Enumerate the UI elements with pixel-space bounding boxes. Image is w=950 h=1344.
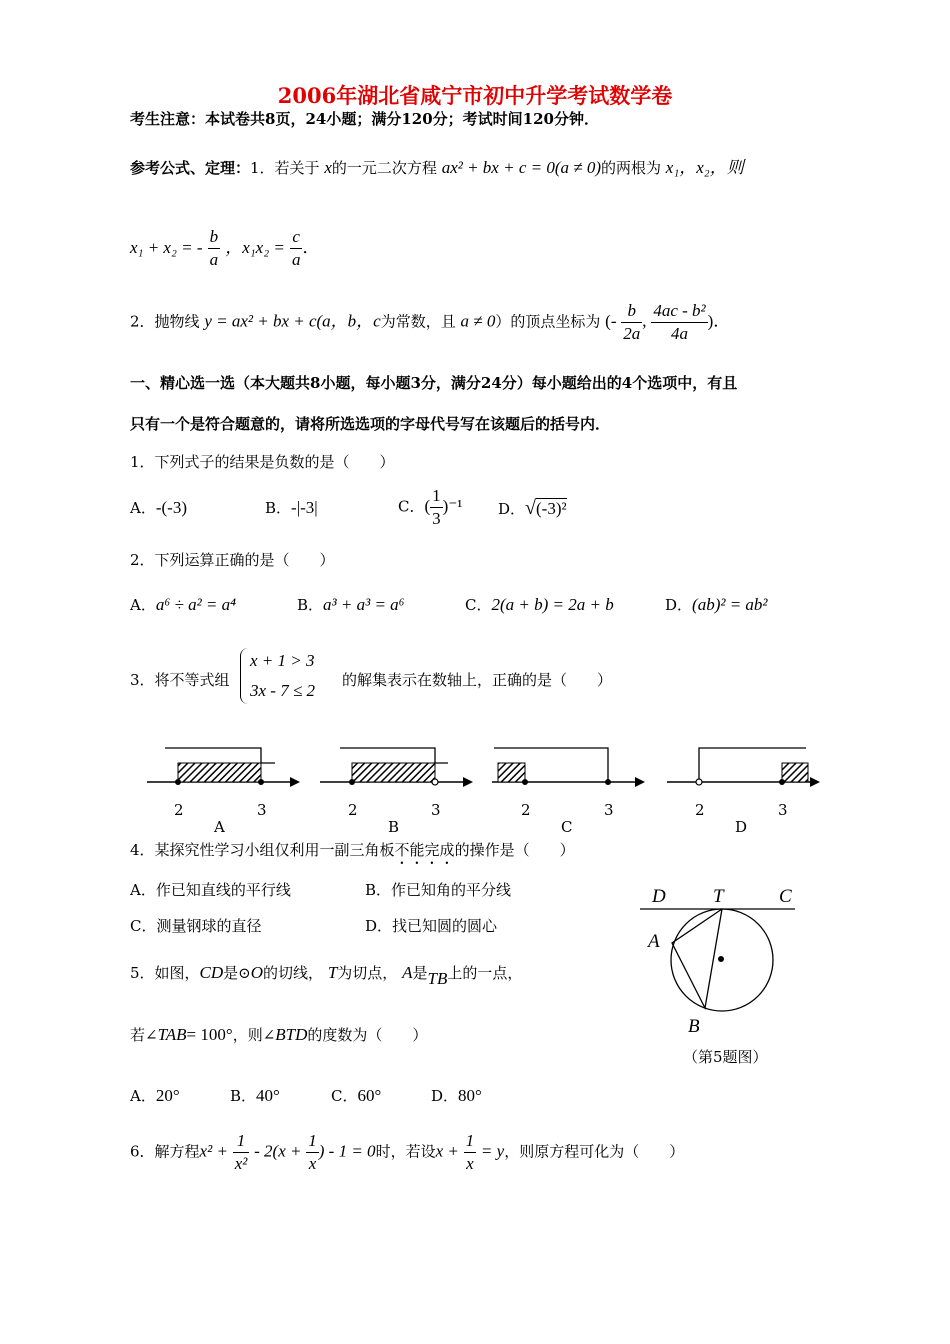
formula-1-var: x	[324, 158, 332, 177]
formula-1-roots: x₁，x₂，则	[665, 158, 744, 177]
q4-emphasis: 不能完成	[394, 841, 455, 859]
q4-option-d: D．找已知圆的圆心	[365, 917, 498, 935]
q4-stem: 4．某探究性学习小组仅利用一副三角板不能完成的操作是（ ）	[130, 841, 575, 859]
formula-1-tail: 的两根为	[601, 159, 662, 177]
q3-tick-2-a: 2	[174, 801, 184, 819]
q3-tick-3-a: 3	[257, 801, 267, 819]
q6-fraction-2: $\frac{1}{x}$	[308, 1131, 317, 1173]
vertex-y-fraction: $\frac{\text{4ac - b²}}{4a}$	[653, 301, 706, 343]
number-line-d	[667, 748, 820, 787]
q5-figure-caption: （第5题图）	[683, 1048, 768, 1066]
vertex-comma: ,	[642, 311, 647, 331]
q6-fraction-1: $\frac{1}{\text{x²}}$	[234, 1131, 248, 1173]
q3-label-a: A	[214, 818, 225, 836]
q5-line-2: 若∠TAB= 100°，则∠BTD的度数为（ ）	[130, 1025, 428, 1044]
q3-number-lines	[130, 735, 830, 835]
q5-option-b: B．40°	[230, 1086, 280, 1105]
q2-option-c: C．2(a + b) = 2a + b	[465, 595, 614, 614]
q3-label-b: B	[388, 818, 400, 836]
q3-tail: 的解集表示在数轴上，正确的是（ ）	[342, 671, 613, 689]
vieta-end: ．	[302, 238, 320, 257]
vieta-prod-lhs: ，x₁x₂ =	[225, 238, 285, 257]
fig-label-b: B	[688, 1016, 700, 1037]
notice-text: 本试卷共8页，24小题；满分120分；考试时间120分钟．	[205, 110, 599, 128]
page-title: 2006年湖北省咸宁市初中升学考试数学卷	[277, 83, 673, 108]
q4-option-c: C．测量钢球的直径	[130, 917, 262, 935]
q3-tick-2-c: 2	[521, 801, 531, 819]
q3-tick-3-d: 3	[778, 801, 788, 819]
q3-label-c: C	[561, 818, 573, 836]
q4-option-a: A．作已知直线的平行线	[130, 881, 291, 899]
q3-system-brace	[240, 648, 249, 704]
q3-label-d: D	[735, 818, 748, 836]
exam-notice	[130, 108, 599, 129]
q3-lead: 3．将不等式组	[130, 671, 230, 689]
formula-1-mid: 的一元二次方程	[331, 159, 437, 177]
number-line-b	[320, 748, 473, 787]
vertex-close: )．	[707, 311, 731, 331]
q5-option-d: D．80°	[431, 1086, 482, 1105]
triangle-tab	[672, 909, 722, 1008]
fig-label-d: D	[652, 886, 666, 907]
formula-1-equation: ax² + bx + c = 0(a ≠ 0)	[441, 158, 601, 177]
q3-tick-2-d: 2	[695, 801, 705, 819]
q4-option-b: B．作已知角的平分线	[365, 881, 512, 899]
formula-2-equation: y = ax² + bx + c(a，b，c	[204, 311, 381, 331]
vertex-open: (-	[605, 311, 617, 331]
q3-tick-3-c: 3	[604, 801, 614, 819]
q2-option-b: B．a³ + a³ = a⁶	[297, 595, 405, 614]
q5-option-c: C．60°	[331, 1086, 382, 1105]
fig-label-a: A	[648, 931, 660, 952]
fig-label-c: C	[779, 886, 792, 907]
q1-option-d: D．√(-3)²	[498, 497, 567, 519]
vieta-prod-fraction: $\frac{c}{a}$	[291, 227, 301, 269]
formula-1-vieta	[130, 226, 319, 271]
fig-label-t: T	[713, 886, 724, 907]
number-line-a	[147, 748, 300, 787]
q1-stem: 1．下列式子的结果是负数的是（ ）	[130, 453, 395, 471]
formula-label: 参考公式、定理：	[130, 159, 251, 177]
formula-2-lead: 2．抛物线	[130, 312, 200, 331]
q2-stem: 2．下列运算正确的是（ ）	[130, 551, 335, 569]
q2-option-a: A．a⁶ ÷ a² = a⁴	[130, 595, 237, 614]
vieta-sum-fraction: $\frac{b}{a}$	[209, 227, 219, 269]
q3-inequality-1: x + 1 > 3	[250, 651, 315, 670]
formula-2-mid: 为常数，且	[380, 312, 456, 331]
q5-line-1: 5．如图，CD是⊙O的切线， T为切点， A是TB上的一点，	[130, 963, 523, 988]
q1-option-c: C．( $\frac{1}{3}$ )⁻¹	[398, 486, 463, 528]
number-line-c	[492, 748, 645, 787]
q3-inequality-2: 3x - 7 ≤ 2	[250, 681, 316, 700]
q1-option-b: B．-|-3|	[265, 498, 318, 517]
q2-option-d: D．(ab)² = ab²	[665, 595, 768, 614]
q6-line: 6．解方程x² + $\frac{1}{\text{x²}}$ - 2(x + $\frac{1}{x}$ ) - 1 = 0时，若设x + $\frac{1}{x}$ = y，则原方程可化为（ ）	[130, 1131, 685, 1173]
formula-1-lead: 1．若关于	[250, 159, 320, 177]
notice-label: 考生注意：	[130, 110, 206, 128]
q5-option-a: A．20°	[130, 1086, 180, 1105]
vieta-sum-lhs: x₁ + x₂ = -	[130, 238, 203, 257]
section-1-heading-line1: 一、精心选一选（本大题共8小题，每小题3分，满分24分）每小题给出的4个选项中，有且	[130, 374, 738, 392]
section-1-heading-line2: 只有一个是符合题意的，请将所选选项的字母代号写在该题后的括号内．	[130, 415, 611, 433]
formula-1-line	[130, 153, 744, 178]
arc-tb: TB	[427, 969, 448, 988]
formula-2-cond: a ≠ 0	[460, 311, 496, 331]
center-point	[718, 956, 724, 962]
q6-fraction-3: $\frac{1}{x}$	[465, 1131, 475, 1173]
formula-2-line	[130, 300, 730, 345]
q3-tick-2-b: 2	[348, 801, 358, 819]
q3-tick-3-b: 3	[431, 801, 441, 819]
q1-option-a: A．-(-3)	[130, 498, 187, 517]
formula-2-tail: ）的顶点坐标为	[495, 312, 601, 331]
vertex-x-fraction: $\frac{b}{2a}$	[623, 301, 641, 343]
